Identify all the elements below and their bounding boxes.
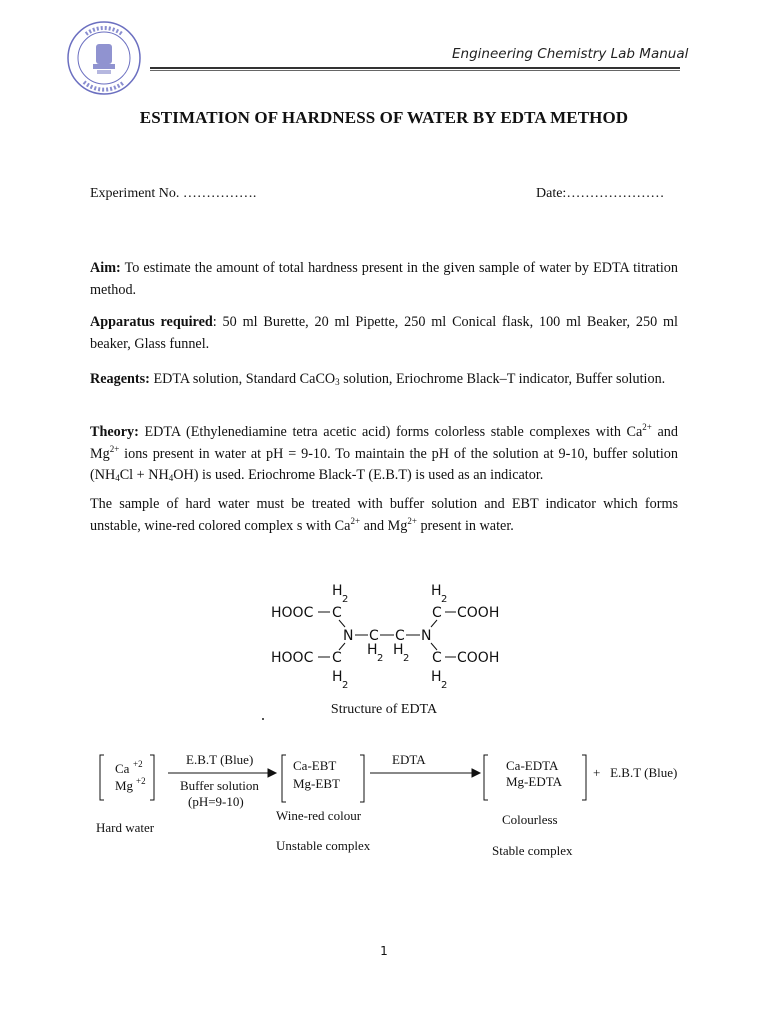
calcium-ion-label: Ca [115, 761, 130, 776]
mg-ebt-label: Mg-EBT [293, 776, 340, 791]
charge-superscript: 2+ [350, 515, 361, 526]
carboxyl-group-label: COOH [457, 650, 500, 666]
colourless-label: Colourless [502, 812, 558, 827]
theory-text: EDTA (Ethylenediamine tetra acetic acid) forms colorless stable complexes with Ca [138, 424, 643, 440]
reagents-label: Reagents: [90, 371, 150, 387]
ebt-free-indicator-label: + E.B.T (Blue) [593, 765, 678, 780]
hydrogen-label: H [367, 642, 378, 658]
header-title: Engineering Chemistry Lab Manual [452, 46, 689, 62]
hydrogen-label: H [332, 583, 343, 599]
hydrogen-label: H [332, 669, 343, 685]
hydrogen-label: H [431, 583, 442, 599]
hydrogen-subscript: 2 [441, 680, 448, 690]
date-field: Date:………………… [536, 186, 665, 201]
theory-paragraph [90, 422, 678, 487]
sample-text: and Mg [360, 517, 408, 534]
charge-superscript: 2+ [642, 422, 652, 432]
ebt-reagent-label: E.B.T (Blue) [186, 752, 254, 767]
ca-edta-label: Ca-EDTA [506, 758, 559, 773]
formula-subscript: 4 [115, 473, 120, 483]
theory-text: and Mg [90, 424, 678, 462]
theory-text: ions present in water at pH = 9-10. To maintain the pH of the solution at 9-10, buffer solution (NH [90, 445, 678, 483]
reagents-subscript: 3 [335, 377, 340, 387]
hydrogen-subscript: 2 [441, 594, 448, 605]
page-number: 1 [380, 944, 388, 958]
calcium-charge: +2 [133, 759, 143, 769]
carboxyl-group-label: COOH [457, 605, 500, 621]
edta-reagent-label: EDTA [392, 752, 426, 767]
reagents-paragraph [90, 369, 678, 391]
edta-structure-diagram [255, 580, 515, 690]
carbon-label: C [432, 605, 442, 621]
formula-subscript: 4 [168, 473, 174, 483]
structure-caption: Structure of EDTA [330, 702, 438, 717]
hydrogen-label: H [393, 642, 404, 658]
reagents-text-end: solution, Eriochrome Black–T indicator, Buffer solution. [339, 371, 666, 387]
hard-water-label: Hard water [96, 820, 155, 835]
ca-ebt-label: Ca-EBT [293, 758, 337, 773]
experiment-number: Experiment No. ……………. [90, 186, 257, 201]
magnesium-charge: +2 [136, 776, 146, 786]
buffer-solution-label: Buffer solution [180, 778, 259, 793]
institution-seal-logo [66, 20, 142, 96]
aim-paragraph [90, 258, 678, 301]
nitrogen-label: N [421, 628, 432, 644]
stable-complex-label: Stable complex [492, 843, 573, 858]
sample-text: present in water. [416, 517, 514, 534]
hydrogen-subscript: 2 [342, 680, 349, 690]
theory-text: OH) is used. Eriochrome Black-T (E.B.T) is used as an indicator. [173, 467, 544, 483]
hydrogen-subscript: 2 [342, 594, 349, 605]
wine-red-label: Wine-red colour [276, 808, 362, 823]
sample-paragraph [90, 494, 678, 537]
carbon-label: C [369, 628, 379, 644]
sample-text: The sample of hard water must be treated with buffer solution and EBT indicator which forms unstable, wine-red colored complex s with Ca [90, 496, 678, 534]
reagents-text: EDTA solution, Standard CaCO [149, 371, 336, 387]
apparatus-label: Apparatus required [90, 314, 213, 330]
carbon-label: C [332, 650, 342, 666]
aim-label: Aim: [90, 260, 121, 276]
mg-edta-label: Mg-EDTA [506, 774, 563, 789]
header-divider [150, 67, 680, 71]
theory-label: Theory: [90, 424, 139, 440]
charge-superscript: 2+ [407, 515, 417, 526]
charge-superscript: 2+ [109, 443, 120, 454]
apparatus-paragraph [90, 312, 678, 355]
document-title: ESTIMATION OF HARDNESS OF WATER BY EDTA METHOD [139, 108, 629, 127]
carbon-label: C [432, 650, 442, 666]
carboxyl-group-label: HOOC [271, 650, 314, 666]
aim-text: To estimate the amount of total hardness present in the given sample of water by EDTA titration method. [90, 260, 678, 298]
speck [262, 718, 264, 720]
carboxyl-group-label: HOOC [271, 605, 314, 621]
magnesium-ion-label: Mg [115, 778, 134, 793]
carbon-label: C [332, 605, 342, 621]
hydrogen-subscript: 2 [403, 653, 410, 664]
ph-range-label: (pH=9-10) [188, 794, 244, 809]
unstable-complex-label: Unstable complex [276, 838, 371, 853]
nitrogen-label: N [343, 628, 354, 644]
carbon-label: C [395, 628, 405, 644]
hydrogen-subscript: 2 [377, 653, 384, 664]
hydrogen-label: H [431, 669, 442, 685]
theory-text: Cl + NH [119, 467, 169, 483]
apparatus-text: : 50 ml Burette, 20 ml Pipette, 250 ml Conical flask, 100 ml Beaker, 250 ml beaker, Glass funnel. [90, 314, 678, 352]
reaction-scheme [90, 740, 700, 870]
